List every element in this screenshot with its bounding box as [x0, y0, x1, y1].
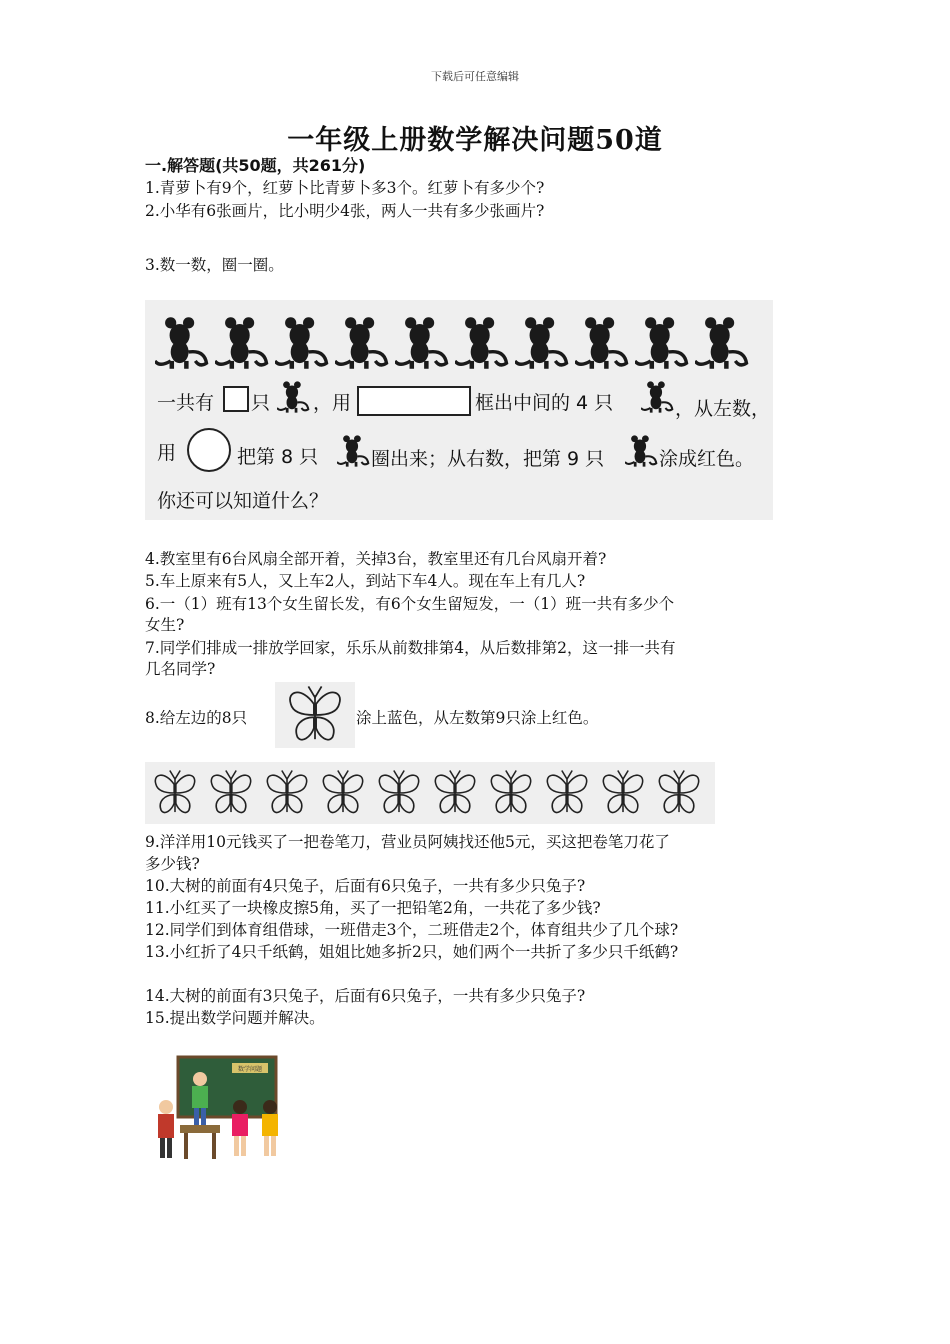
question-15: 15.提出数学问题并解决。 — [145, 1009, 325, 1027]
mouse-icon — [641, 380, 675, 418]
question-5: 5.车上原来有5人，又上车2人，到站下车4人。现在车上有几人? — [145, 572, 586, 590]
mouse-icon — [395, 316, 451, 374]
butterfly-icon[interactable] — [261, 766, 313, 824]
butterfly-icon[interactable] — [653, 766, 705, 824]
question-8: 8.给左边的8只 — [145, 709, 248, 727]
question-13: 13.小红折了4只千纸鹤，姐姐比她多折2只，她们两个一共折了多少只千纸鹤? — [145, 943, 679, 961]
question-12: 12.同学们到体育组借球，一班借走3个，二班借走2个，体育组共少了几个球? — [145, 921, 679, 939]
board-label: 数学问题 — [237, 1066, 263, 1073]
fig3-text: 一共有 — [157, 392, 215, 414]
question-14: 14.大树的前面有3只兔子，后面有6只兔子，一共有多少只兔子? — [145, 987, 586, 1005]
question-7-cont: 几名同学? — [145, 660, 216, 678]
mouse-icon — [277, 380, 311, 418]
mouse-icon — [275, 316, 331, 374]
fig3-text: 把第 8 只 — [237, 446, 319, 468]
mouse-icon — [455, 316, 511, 374]
fig3-text: 框出中间的 4 只 — [475, 392, 614, 414]
mouse-icon — [215, 316, 271, 374]
question-2: 2.小华有6张画片，比小明少4张，两人一共有多少张画片? — [145, 202, 545, 220]
fig3-text: ，用 — [313, 392, 352, 414]
butterfly-row-figure — [145, 762, 715, 824]
mouse-icon — [337, 434, 371, 472]
mouse-icon — [575, 316, 631, 374]
mouse-icon — [155, 316, 211, 374]
header-note: 下载后可任意编辑 — [431, 70, 519, 83]
question-1: 1.青萝卜有9个，红萝卜比青萝卜多3个。红萝卜有多少个? — [145, 179, 545, 197]
fig3-text: 涂成红色。 — [659, 448, 755, 470]
butterfly-icon[interactable] — [541, 766, 593, 824]
mouse-icon — [635, 316, 691, 374]
butterfly-icon[interactable] — [429, 766, 481, 824]
butterfly-icon[interactable] — [149, 766, 201, 824]
question-8-cont: 涂上蓝色，从左数第9只涂上红色。 — [356, 709, 599, 727]
classroom-illustration — [150, 1055, 285, 1165]
fig3-text: 你还可以知道什么？ — [157, 490, 329, 512]
mouse-counting-figure — [145, 300, 773, 520]
butterfly-icon[interactable] — [485, 766, 537, 824]
question-11: 11.小红买了一块橡皮擦5角，买了一把铅笔2角，一共花了多少钱? — [145, 899, 601, 917]
fig3-text: 用 — [157, 442, 177, 464]
question-6-cont: 女生? — [145, 616, 185, 634]
question-7: 7.同学们排成一排放学回家，乐乐从前数排第4，从后数排第2，这一排一共有 — [145, 639, 676, 657]
fig3-text: 圈出来；从右数，把第 9 只 — [371, 448, 605, 470]
mouse-icon — [335, 316, 391, 374]
mouse-icon — [625, 434, 659, 472]
frame-answer-box[interactable] — [357, 386, 471, 416]
mouse-icon — [515, 316, 571, 374]
butterfly-icon[interactable] — [373, 766, 425, 824]
fig3-text: 只 — [251, 392, 271, 414]
butterfly-icon[interactable] — [597, 766, 649, 824]
butterfly-icon[interactable] — [317, 766, 369, 824]
circle-answer-shape[interactable] — [187, 428, 231, 472]
mouse-icon — [695, 316, 751, 374]
question-9: 9.洋洋用10元钱买了一把卷笔刀，营业员阿姨找还他5元，买这把卷笔刀花了 — [145, 833, 670, 851]
question-9-cont: 多少钱? — [145, 855, 200, 873]
fig3-text: ，从左数， — [675, 398, 771, 420]
count-answer-box[interactable] — [223, 386, 249, 412]
page-title: 一年级上册数学解决问题50道 — [287, 125, 663, 156]
butterfly-icon — [275, 682, 355, 748]
question-10: 10.大树的前面有4只兔子，后面有6只兔子，一共有多少只兔子? — [145, 877, 586, 895]
butterfly-icon[interactable] — [205, 766, 257, 824]
question-3: 3.数一数，圈一圈。 — [145, 256, 284, 274]
question-6: 6.一（1）班有13个女生留长发，有6个女生留短发，一（1）班一共有多少个 — [145, 595, 675, 613]
section-heading: 一.解答题(共50题，共261分) — [145, 156, 366, 175]
question-4: 4.教室里有6台风扇全部开着，关掉3台，教室里还有几台风扇开着? — [145, 550, 607, 568]
